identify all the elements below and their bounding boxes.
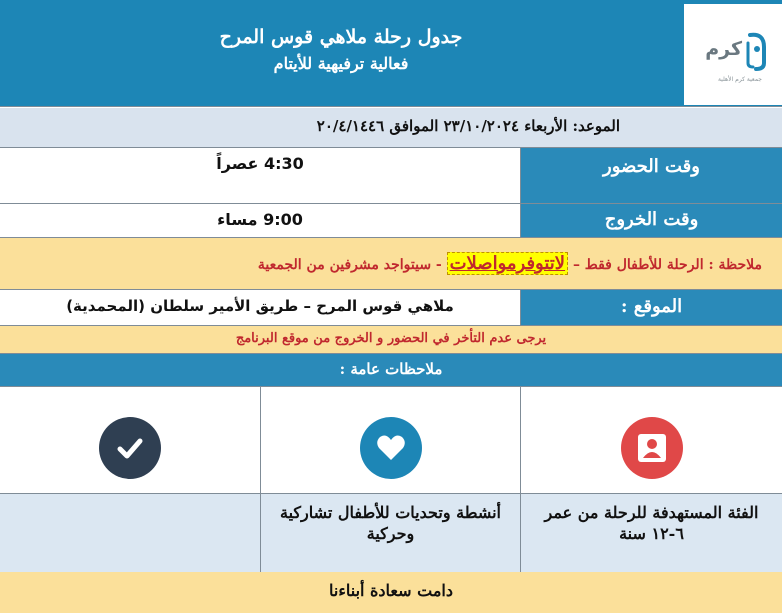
reminder-text: يرجى عدم التأخر في الحضور و الخروج من موقع البرنامج (235, 331, 547, 346)
card-text: أنشطة وتحديات للأطفال تشاركية وحركية (280, 503, 501, 543)
card-icon-area (0, 387, 260, 493)
attendance-value: 4:30 عصراً (0, 148, 520, 203)
card-text: الفئة المستهدفة للرحلة من عمر ٦-١٢ سنة (544, 503, 759, 543)
attendance-row (0, 148, 782, 204)
logo-wordmark: كرم (705, 38, 742, 60)
footer-row (0, 572, 782, 613)
document-subtitle: فعالية ترفيهية للأيتام (273, 54, 409, 73)
note-text (258, 253, 762, 274)
note-row (0, 238, 782, 290)
card-activities (260, 387, 520, 572)
user-icon (621, 417, 683, 479)
document-title: جدول رحلة ملاهي قوس المرح (219, 26, 463, 48)
location-label: الموقع : (520, 290, 782, 325)
departure-label: وقت الخروج (520, 204, 782, 237)
header-banner (0, 0, 782, 107)
card-text-area (261, 493, 520, 573)
no-transport-highlight: لاتتوفرمواصلات (447, 252, 568, 275)
logo-tagline: جمعية كرم الأهلية (717, 76, 762, 83)
card-icon-area (521, 387, 782, 493)
footer-text: دامت سعادة أبناءنا (329, 581, 453, 600)
check-icon (99, 417, 161, 479)
attendance-label: وقت الحضور (520, 148, 782, 203)
organization-logo (684, 4, 782, 105)
heart-icon (360, 417, 422, 479)
departure-row (0, 204, 782, 238)
date-text: الموعد: الأربعاء ٢٣/١٠/٢٠٢٤ الموافق ٢٠/٤/١٤٤٦ (316, 117, 620, 135)
card-text-area (521, 493, 782, 573)
general-notes-row (0, 354, 782, 387)
note-suffix: - سيتواجد مشرفين من الجمعية (257, 257, 442, 273)
card-text-area (0, 493, 260, 573)
reminder-row (0, 326, 782, 354)
location-row (0, 290, 782, 326)
karam-logo-icon (744, 29, 770, 71)
card-icon-area (261, 387, 520, 493)
note-prefix: ملاحظة : الرحلة للأطفال فقط – (572, 257, 762, 273)
cards-row (0, 387, 782, 572)
date-row (0, 108, 782, 148)
location-value: ملاهي قوس المرح – طريق الأمير سلطان (المحمدية) (0, 290, 520, 325)
card-target-age (520, 387, 782, 572)
general-notes-label: ملاحظات عامة : (339, 360, 443, 378)
departure-value: 9:00 مساء (0, 204, 520, 237)
card-check (0, 387, 260, 572)
